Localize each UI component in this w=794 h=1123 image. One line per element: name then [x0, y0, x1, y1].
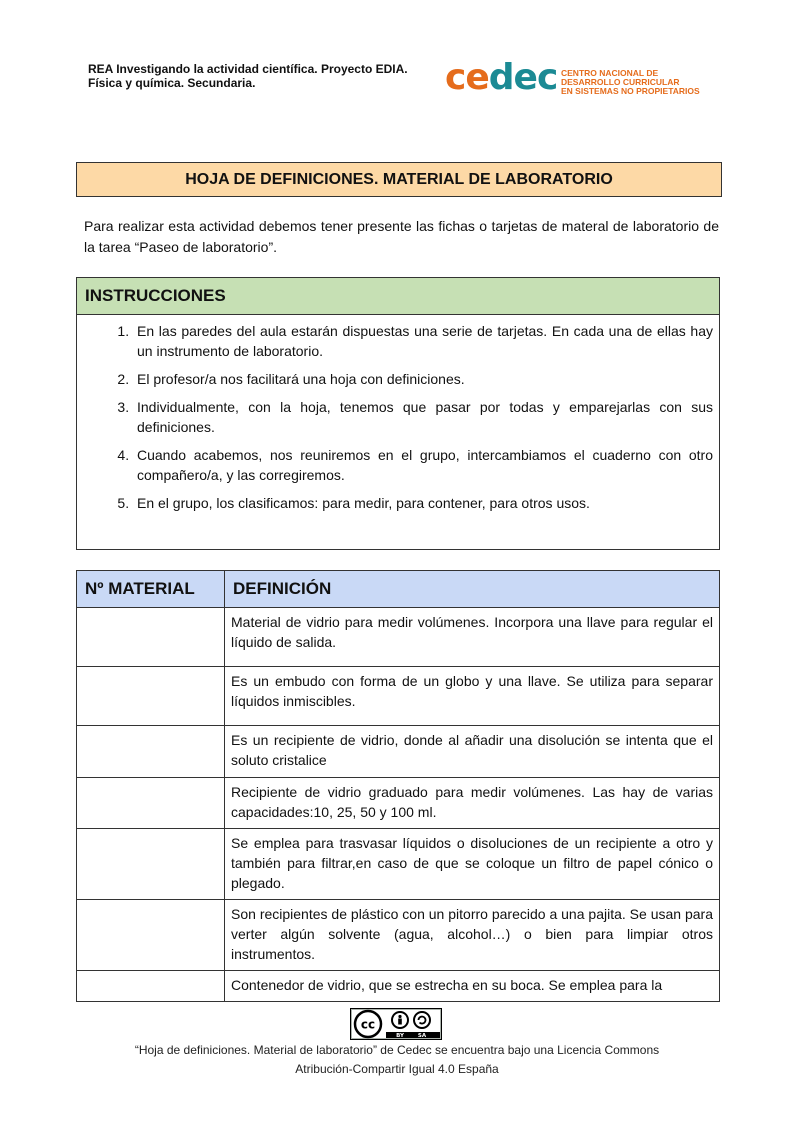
instruction-item: 2. El profesor/a nos facilitará una hoja con definiciones.: [133, 369, 713, 389]
table-row: [77, 900, 720, 971]
svg-text:SA: SA: [417, 1033, 427, 1039]
column-header-definition: DEFINICIÓN: [225, 571, 720, 608]
instruction-item: 3. Individualmente, con la hoja, tenemos que pasar por todas y emparejarlas con sus definiciones.: [133, 397, 713, 437]
definition-cell: Se emplea para trasvasar líquidos o disoluciones de un recipiente a otro y también para filtrar,en caso de que se coloque un filtro de papel cónico o plegado.: [225, 829, 720, 900]
logo-subtitle: CENTRO NACIONAL DE DESARROLLO CURRICULAR EN SISTEMAS NO PROPIETARIOS: [561, 68, 700, 96]
table-row: [77, 667, 720, 726]
material-cell[interactable]: [77, 726, 225, 778]
material-cell[interactable]: [77, 971, 225, 1002]
logo-wordmark: cedec: [445, 57, 558, 98]
page-title: HOJA DE DEFINICIONES. MATERIAL DE LABORATORIO: [76, 162, 722, 197]
instructions-heading: INSTRUCCIONES: [77, 278, 719, 315]
material-cell[interactable]: [77, 778, 225, 829]
definition-cell: Recipiente de vidrio graduado para medir volúmenes. Las hay de varias capacidades:10, 25, 50 y 100 ml.: [225, 778, 720, 829]
table-row: [77, 778, 720, 829]
footer-line-1: “Hoja de definiciones. Material de laboratorio” de Cedec se encuentra bajo una Licencia Commons: [134, 1043, 660, 1057]
material-cell[interactable]: [77, 667, 225, 726]
intro-paragraph: Para realizar esta actividad debemos tener presente las fichas o tarjetas de materal de laboratorio de la tarea “Paseo de laboratorio”.: [84, 218, 719, 255]
material-cell[interactable]: [77, 608, 225, 667]
footer-line-2: Atribución-Compartir Igual 4.0 España: [295, 1062, 499, 1076]
instructions-list: [77, 315, 719, 513]
table-row: [77, 829, 720, 900]
definition-cell: Son recipientes de plástico con un pitorro parecido a una pajita. Se usan para verter algún solvente (agua, alcohol…) o bien para limpiar otros instrumentos.: [225, 900, 720, 971]
definitions-table: [76, 570, 720, 1002]
cc-by-sa-license-badge: [350, 1008, 442, 1040]
table-row: [77, 608, 720, 667]
instruction-item: 4. Cuando acabemos, nos reuniremos en el grupo, intercambiamos el cuaderno con otro compañero/a, y las corregiremos.: [133, 445, 713, 485]
table-row: [77, 726, 720, 778]
cc-icon: cc: [360, 1017, 376, 1032]
instruction-item: 1. En las paredes del aula estarán dispuestas una serie de tarjetas. En cada una de ellas hay un instrumento de laboratorio.: [133, 321, 713, 361]
svg-text:BY: BY: [396, 1033, 404, 1039]
instruction-item: 5. En el grupo, los clasificamos: para medir, para contener, para otros usos.: [133, 493, 713, 513]
by-icon: [398, 1019, 402, 1025]
material-cell[interactable]: [77, 900, 225, 971]
definition-cell: Contenedor de vidrio, que se estrecha en su boca. Se emplea para la: [225, 971, 720, 1002]
definition-cell: Es un embudo con forma de un globo y una llave. Se utiliza para separar líquidos inmiscibles.: [225, 667, 720, 726]
material-cell[interactable]: [77, 829, 225, 900]
definition-cell: Es un recipiente de vidrio, donde al añadir una disolución se intenta que el soluto cristalice: [225, 726, 720, 778]
table-row: [77, 971, 720, 1002]
license-footer: [84, 1041, 710, 1079]
header-line-2: Física y química. Secundaria.: [88, 76, 256, 90]
definition-cell: Material de vidrio para medir volúmenes. Incorpora una llave para regular el líquido de salida.: [225, 608, 720, 667]
document-header: [88, 62, 408, 90]
instructions-box: [76, 277, 720, 550]
column-header-material: Nº MATERIAL: [77, 571, 225, 608]
header-line-1: REA Investigando la actividad científica. Proyecto EDIA.: [88, 62, 408, 76]
